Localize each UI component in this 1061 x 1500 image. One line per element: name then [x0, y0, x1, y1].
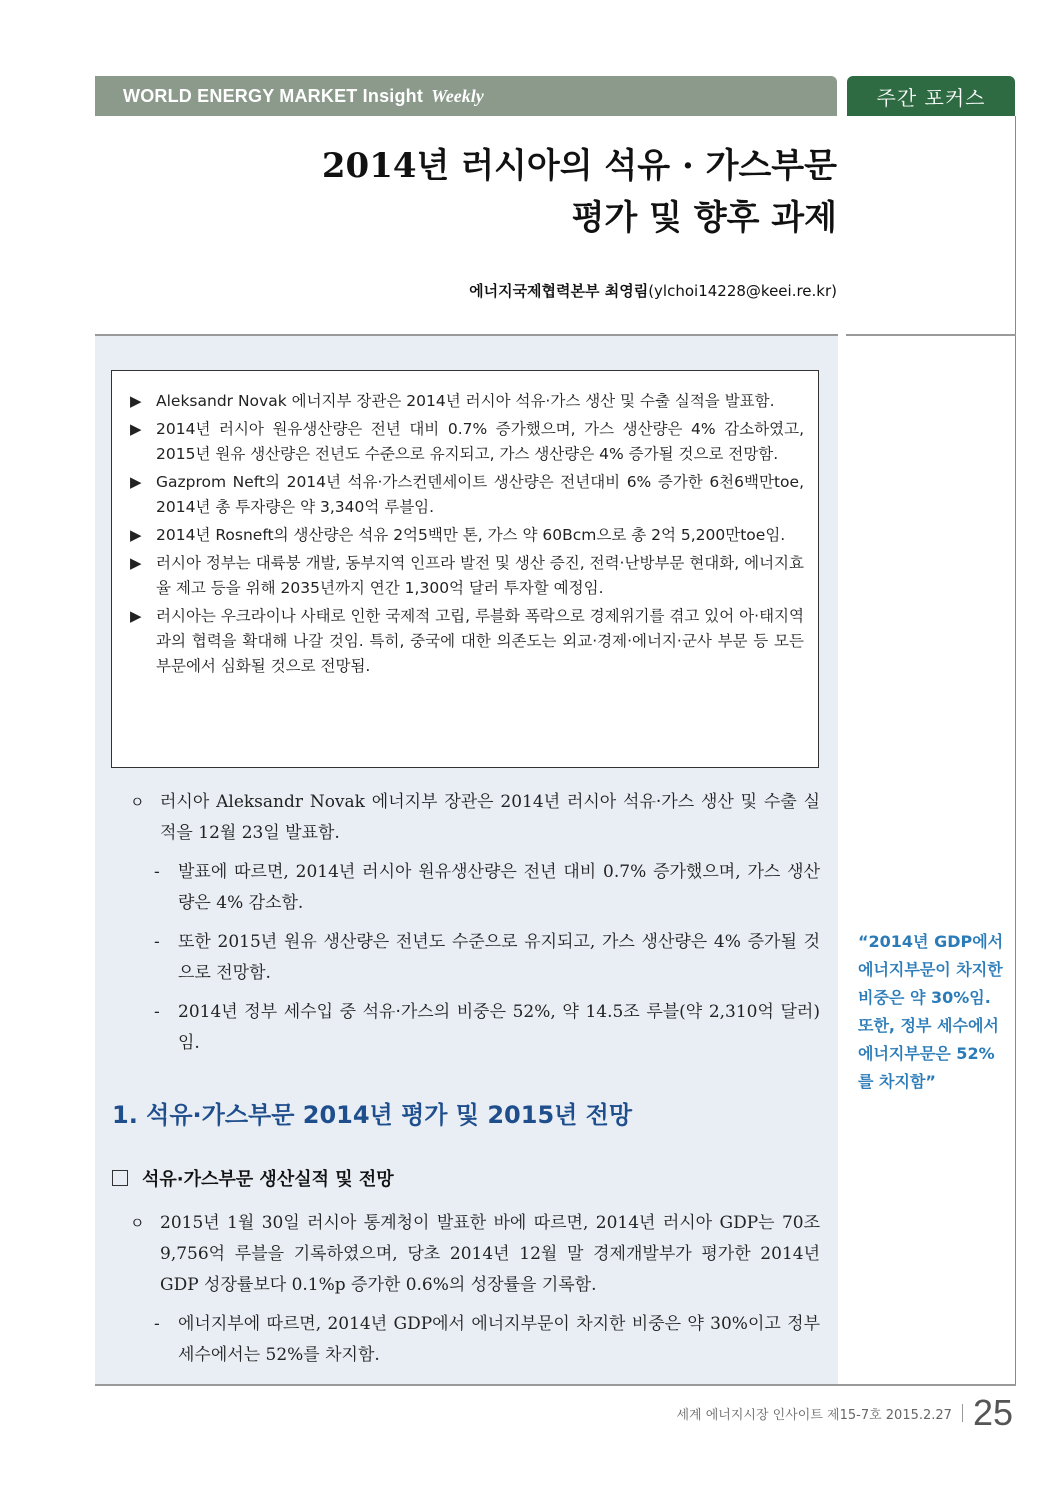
- triangle-bullet-icon: ▶: [130, 607, 142, 625]
- triangle-bullet-icon: ▶: [130, 420, 142, 438]
- summary-item: ▶ Aleksandr Novak 에너지부 장관은 2014년 러시아 석유·가스 생산 및 수출 실적을 발표함.: [130, 389, 804, 414]
- triangle-bullet-icon: ▶: [130, 554, 142, 572]
- article-title: [322, 140, 837, 244]
- dash-item: - 2014년 정부 세수입 중 석유·가스의 비중은 52%, 약 14.5조 루블(약 2,310억 달러)임.: [154, 997, 820, 1059]
- triangle-bullet-icon: ▶: [130, 473, 142, 491]
- triangle-bullet-icon: ▶: [130, 392, 142, 410]
- dash-bullet-icon: -: [154, 932, 160, 952]
- section-title: 1. 석유·가스부문 2014년 평가 및 2015년 전망: [112, 1101, 633, 1129]
- dash-item: - 발표에 따르면, 2014년 러시아 원유생산량은 전년 대비 0.7% 증가했으며, 가스 생산량은 4% 감소함.: [154, 857, 820, 919]
- author-name: 에너지국제협력본부 최영림: [469, 282, 649, 300]
- author-line: [469, 280, 837, 301]
- issue-info: 세계 에너지시장 인사이트 제15-7호 2015.2.27: [676, 1407, 952, 1423]
- summary-item: ▶ 2014년 러시아 원유생산량은 전년 대비 0.7% 증가했으며, 가스 생산량은 4% 감소하였고, 2015년 원유 생산량은 전년도 수준으로 유지되고, 가스 생산량은 4% 증가될 것으로 전망함.: [130, 417, 804, 467]
- summary-item: ▶ 러시아 정부는 대륙붕 개발, 동부지역 인프라 발전 및 생산 증진, 전력·난방부문 현대화, 에너지효율 제고 등을 위해 2035년까지 연간 1,300억 달러 투자할 예정임.: [130, 551, 804, 601]
- square-bullet-icon: [112, 1170, 128, 1186]
- body-block-section1: [130, 1208, 820, 1371]
- circle-bullet-icon: ㅇ: [130, 793, 145, 811]
- divider: [95, 1384, 1016, 1386]
- dash-item: - 또한 2015년 원유 생산량은 전년도 수준으로 유지되고, 가스 생산량은 4% 증가될 것으로 전망함.: [154, 927, 820, 989]
- summary-item: ▶ Gazprom Neft의 2014년 석유·가스컨덴세이트 생산량은 전년대비 6% 증가한 6천6백만toe, 2014년 총 투자량은 약 3,340억 루블임.: [130, 470, 804, 520]
- section-tab: 주간 포커스: [847, 76, 1015, 116]
- body-block-intro: [130, 787, 820, 1059]
- paragraph: ㅇ 2015년 1월 30일 러시아 통계청이 발표한 바에 따르면, 2014년 러시아 GDP는 70조 9,756억 루블을 기록하였으며, 당초 2014년 12월 말 경제개발부가 평가한 2014년 GDP 성장률보다 0.1%p 증가한 0.6%의 성장률을 기록함.: [130, 1208, 820, 1301]
- pull-quote: “2014년 GDP에서 에너지부문이 차지한 비중은 약 30%임. 또한, 정부 세수에서 에너지부문은 52%를 차지함”: [858, 932, 1004, 1091]
- publication-weekly: Weekly: [431, 85, 484, 106]
- summary-box: [111, 370, 819, 768]
- page-footer: [677, 1392, 1014, 1434]
- paragraph: ㅇ 러시아 Aleksandr Novak 에너지부 장관은 2014년 러시아 석유·가스 생산 및 수출 실적을 12월 23일 발표함.: [130, 787, 820, 849]
- footer-separator: [962, 1404, 963, 1422]
- title-line-2: 평가 및 향후 과제: [571, 198, 837, 238]
- summary-item: ▶ 2014년 Rosneft의 생산량은 석유 2억5백만 톤, 가스 약 60Bcm으로 총 2억 5,200만toe임.: [130, 523, 804, 548]
- right-border-line: [1015, 116, 1016, 1386]
- summary-item: ▶ 러시아는 우크라이나 사태로 인한 국제적 고립, 루블화 폭락으로 경제위기를 겪고 있어 아·태지역과의 협력을 확대해 나갈 것임. 특히, 중국에 대한 의존도는 외교·경제·에너지·군사 부문 등 모든 부문에서 심화될 것으로 전망됨.: [130, 604, 804, 679]
- author-email: (ylchoi14228@keei.re.kr): [648, 282, 837, 300]
- publication-brand: WORLD ENERGY MARKET Insight: [123, 85, 424, 106]
- page-number: 25: [972, 1392, 1013, 1433]
- dash-bullet-icon: -: [154, 1002, 160, 1022]
- circle-bullet-icon: ㅇ: [130, 1214, 145, 1232]
- dash-bullet-icon: -: [154, 1314, 160, 1334]
- dash-item: - 에너지부에 따르면, 2014년 GDP에서 에너지부문이 차지한 비중은 약 30%이고 정부세수에서는 52%를 차지함.: [154, 1309, 820, 1371]
- subsection-title: 석유·가스부문 생산실적 및 전망: [112, 1165, 394, 1191]
- title-line-1: 2014년 러시아의 석유 · 가스부문: [321, 146, 837, 186]
- dash-bullet-icon: -: [154, 862, 160, 882]
- divider: [846, 334, 1016, 336]
- triangle-bullet-icon: ▶: [130, 526, 142, 544]
- header-bar: [95, 76, 837, 116]
